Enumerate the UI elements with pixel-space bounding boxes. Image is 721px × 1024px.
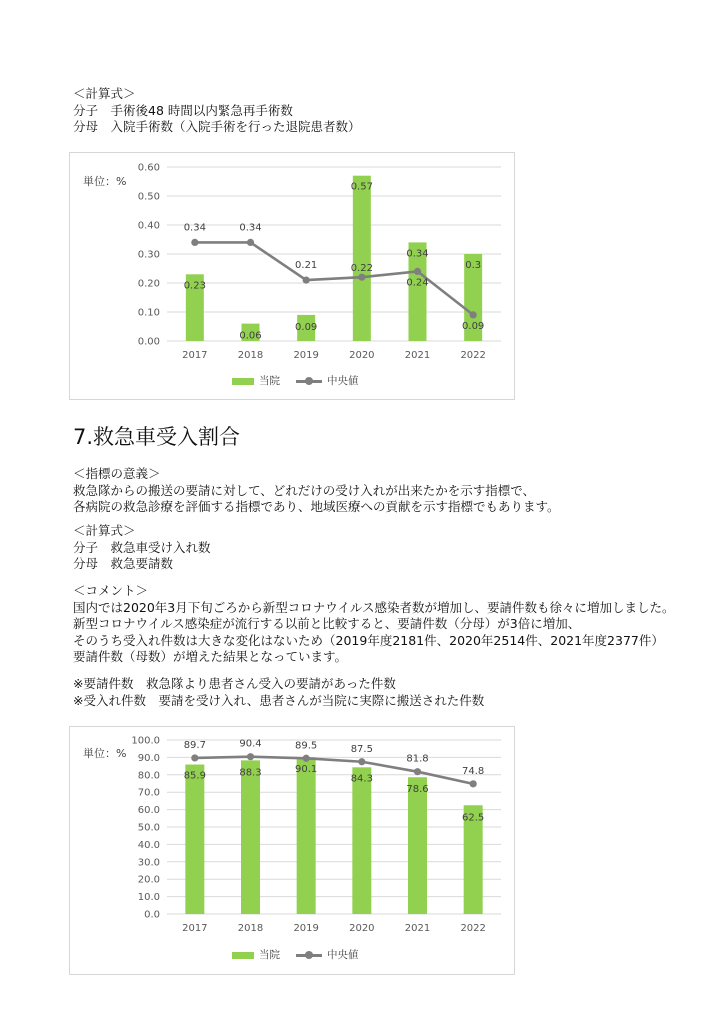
bar (352, 767, 371, 914)
y-tick-label: 30.0 (137, 857, 160, 869)
y-tick-label: 60.0 (137, 805, 160, 817)
y-tick-label: 10.0 (137, 892, 160, 904)
y-tick-label: 90.0 (137, 752, 160, 764)
significance-line: 各病院の救急診療を評価する指標であり、地域医療への貢献を示す指標でもあります。 (73, 499, 560, 514)
x-tick-label: 2019 (293, 923, 319, 934)
x-tick-label: 2022 (460, 350, 486, 361)
x-tick-label: 2018 (237, 350, 264, 361)
legend-swatch-bar (232, 378, 254, 385)
bar (350, 176, 373, 341)
bar-data-label: 90.1 (295, 764, 318, 776)
bar-data-label: 78.6 (406, 784, 429, 796)
median-line (195, 242, 473, 315)
numerator-line: 分子 救急車受け入れ数 (73, 539, 211, 555)
chart-plot (70, 727, 514, 974)
comment-line: 新型コロナウイルス感染症が流行する以前と比較すると、要請件数（分母）が3倍に増加、 (73, 616, 581, 631)
notes-block (73, 676, 484, 709)
y-tick-label: 0.0 (144, 909, 160, 921)
legend-label-hospital: 当院 (259, 375, 280, 387)
bar (241, 760, 260, 914)
median-point (414, 768, 421, 775)
median-point (247, 239, 254, 246)
legend-item-hospital (232, 375, 280, 387)
unit-label: 単位：% (83, 747, 127, 760)
median-point (247, 753, 254, 760)
legend-label-median: 中央値 (327, 375, 359, 387)
y-tick-label: 40.0 (137, 839, 160, 851)
median-point (358, 758, 365, 765)
median-point (470, 780, 477, 787)
x-tick-label: 2018 (237, 923, 264, 934)
bar-data-label: 62.5 (462, 812, 485, 824)
y-tick-label: 0.00 (137, 336, 160, 348)
median-data-label: 89.7 (183, 739, 206, 751)
y-tick-label: 0.20 (137, 278, 160, 290)
legend-item-median (296, 949, 359, 961)
legend-label-median: 中央値 (327, 949, 359, 961)
x-tick-label: 2020 (349, 923, 375, 934)
median-data-label: 0.24 (406, 277, 429, 289)
median-data-label: 89.5 (295, 740, 318, 752)
significance-line: 救急隊からの搬送の要請に対して、どれだけの受け入れが出来たかを示す指標で、 (73, 482, 536, 498)
y-tick-label: 0.60 (137, 162, 160, 174)
y-tick-label: 0.40 (137, 220, 160, 232)
formula-heading: ＜計算式＞ (73, 523, 136, 538)
note-line: ※受入れ件数 要請を受け入れ、患者さんが当院に実際に搬送された件数 (73, 692, 485, 708)
unit-label: 単位：% (83, 175, 127, 188)
x-tick-label: 2021 (404, 923, 431, 934)
denominator-line: 分母 救急要請数 (73, 556, 174, 571)
significance-heading: ＜指標の意義＞ (73, 466, 161, 481)
comment-line: そのうち受入れ件数は大きな変化はないため（2019年度2181件、2020年2514件、2021年度2377件） (73, 632, 664, 648)
chart-legend (232, 947, 359, 962)
y-tick-label: 50.0 (137, 822, 160, 834)
bar-data-label: 85.9 (183, 770, 206, 782)
median-data-label: 0.09 (462, 320, 485, 332)
x-tick-label: 2020 (349, 350, 375, 361)
median-point (358, 274, 365, 281)
formula-block-2 (73, 523, 211, 573)
formula-block-1 (73, 86, 361, 136)
y-tick-label: 0.10 (137, 307, 160, 319)
x-tick-label: 2017 (182, 923, 208, 934)
formula-heading: ＜計算式＞ (73, 86, 136, 101)
y-tick-label: 100.0 (131, 735, 160, 747)
median-point (191, 754, 198, 761)
median-point (414, 268, 421, 275)
chart-plot (70, 153, 514, 399)
x-tick-label: 2019 (293, 350, 319, 361)
median-data-label: 74.8 (462, 765, 485, 777)
y-tick-label: 20.0 (137, 874, 160, 886)
comment-heading: ＜コメント＞ (73, 583, 149, 598)
comment-line: 国内では2020年3月下旬ごろから新型コロナウイルス感染者数が増加し、要請件数も徐々に増加しました。 (73, 599, 675, 615)
bar-data-label: 0.34 (406, 248, 429, 260)
bar-data-label: 84.3 (350, 773, 373, 785)
x-tick-label: 2022 (460, 923, 486, 934)
y-tick-label: 0.30 (137, 249, 160, 261)
ambulance-acceptance-chart (69, 726, 515, 975)
legend-swatch-line (296, 376, 322, 386)
median-data-label: 0.21 (295, 260, 318, 272)
legend-item-median (296, 375, 359, 387)
bar-data-label: 0.06 (239, 330, 262, 342)
median-data-label: 0.22 (350, 263, 373, 275)
comment-line: 要請件数（母数）が増えた結果となっています。 (73, 649, 348, 664)
bar-data-label: 0.57 (350, 181, 373, 193)
legend-item-hospital (232, 949, 280, 961)
bar-data-label: 0.09 (295, 321, 318, 333)
reoperation-rate-chart (69, 152, 515, 400)
bar (408, 777, 427, 914)
median-data-label: 87.5 (350, 743, 373, 755)
section-title: 7.救急車受入割合 (73, 425, 241, 449)
y-tick-label: 0.50 (137, 191, 160, 203)
denominator-line: 分母 入院手術数（入院手術を行った退院患者数） (73, 119, 361, 134)
legend-label-hospital: 当院 (259, 949, 280, 961)
median-data-label: 0.34 (239, 222, 262, 234)
x-tick-label: 2017 (182, 350, 208, 361)
significance-block (73, 466, 560, 516)
median-point (191, 239, 198, 246)
chart-legend (232, 373, 359, 388)
median-data-label: 0.34 (183, 222, 206, 234)
bar (297, 757, 316, 914)
bar-data-label: 0.3 (465, 260, 482, 271)
median-data-label: 81.8 (406, 753, 429, 765)
comment-block (73, 583, 675, 666)
legend-swatch-bar (232, 952, 254, 959)
bar-data-label: 0.23 (183, 280, 206, 292)
median-data-label: 90.4 (239, 738, 262, 750)
y-tick-label: 70.0 (137, 787, 160, 799)
bar-data-label: 88.3 (239, 767, 262, 779)
bar (185, 765, 204, 914)
median-point (470, 311, 477, 318)
legend-swatch-line (296, 950, 322, 960)
median-point (303, 755, 310, 762)
y-tick-label: 80.0 (137, 770, 160, 782)
numerator-line: 分子 手術後48 時間以内緊急再手術数 (73, 102, 293, 118)
x-tick-label: 2021 (404, 350, 431, 361)
note-line: ※要請件数 救急隊より患者さん受入の要請があった件数 (73, 676, 396, 691)
median-point (303, 277, 310, 284)
median-line (195, 757, 473, 784)
